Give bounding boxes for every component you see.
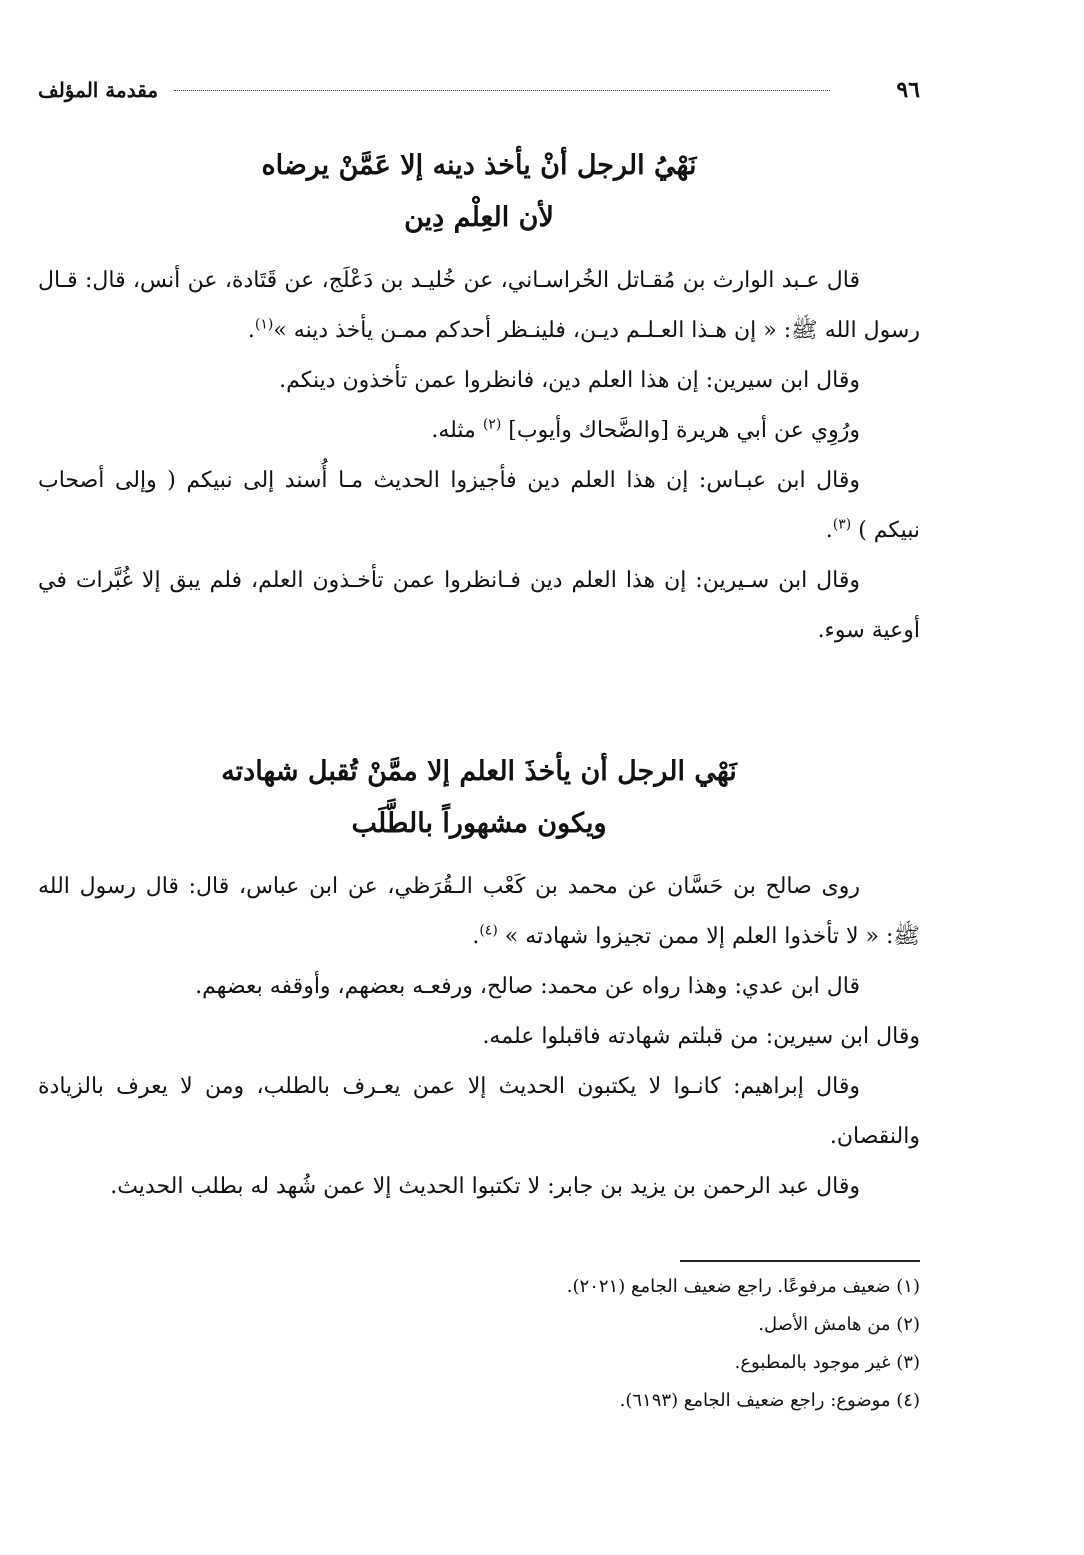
section1-paragraph-1-end: . <box>247 318 255 343</box>
footnote-ref-3[interactable]: (٣) <box>832 516 852 533</box>
footnotes-list <box>38 1268 920 1420</box>
footnote-item: (٤) موضوع: راجع ضعيف الجامع (٦١٩٣). <box>619 1390 920 1411</box>
footnote-item: (٣) غير موجود بالمطبوع. <box>734 1352 920 1373</box>
section1-paragraph-1 <box>38 256 920 356</box>
section2-heading-line2: ويكون مشهوراً بالطَّلَب <box>351 808 607 839</box>
section-title: مقدمة المؤلف <box>38 78 159 102</box>
footnote-divider <box>680 1260 920 1262</box>
header-dotted-rule <box>174 90 830 91</box>
section1-paragraph-3-text: ورُوِي عن أبي هريرة [والضَّحاك وأيوب] <box>508 418 860 443</box>
section1-paragraph-2: وقال ابن سيرين: إن هذا العلم دين، فانظروا عمن تأخذون دينكم. <box>279 368 860 393</box>
section1-paragraph-3 <box>38 406 920 456</box>
section2-heading <box>38 746 920 850</box>
section1-heading-line2: لأن العِلْم دِين <box>404 202 554 233</box>
section1-paragraph-4-text: وقال ابن عبـاس: إن هذا العلم دين فأجيزوا الحديث مـا أُسند إلى نبيكم ( وإلى أصحاب نبيكم ) <box>38 468 920 543</box>
section2-heading-line1: نَهْي الرجل أن يأخذَ العلم إلا ممَّنْ تُقبل شهادته <box>221 756 737 787</box>
section1-paragraph-1-text: قال عـبد الوارث بن مُقـاتل الخُراسـاني، عن خُليـد بن دَعْلَج، عن قَتَادة، عن أنس، قال: قـال رسول الله ﷺ: « إن هـذا العـلـم ديـن، فلينـظر أحدكم ممـن يأخذ دينه » <box>38 268 920 343</box>
footnote-ref-1[interactable]: (١) <box>254 316 274 333</box>
section1-paragraph-3-end: مثله. <box>431 418 476 443</box>
running-header <box>38 70 920 110</box>
page-number: ٩٦ <box>896 77 920 103</box>
footnote-ref-4[interactable]: (٤) <box>479 922 498 939</box>
footnote-ref-2[interactable]: (٢) <box>482 416 502 433</box>
section2-paragraph-1-end: . <box>472 924 480 949</box>
section2-paragraph-1 <box>38 862 920 962</box>
footnote-item: (٢) من هامش الأصل. <box>758 1314 920 1335</box>
section1-paragraph-5: وقال ابن سـيرين: إن هذا العلم دين فـانظروا عمن تأخـذون العلم، فلم يبق إلا غُبَّرات في أوعية سوء. <box>38 568 920 643</box>
section2-paragraph-1-text: روى صالح بن حَسَّان عن محمد بن كَعْب الـقُرَظي، عن ابن عباس، قال: قال رسول الله ﷺ: « لا تأخذوا العلم إلا ممن تجيزوا شهادته » <box>38 874 920 949</box>
section2-paragraph-2: قال ابن عدي: وهذا رواه عن محمد: صالح، ورفعـه بعضهم، وأوقفه بعضهم. <box>195 974 860 999</box>
book-page <box>38 70 920 1420</box>
section2-paragraph-3: وقال ابن سيرين: من قبلتم شهادته فاقبلوا علمه. <box>482 1024 920 1049</box>
section2-paragraph-5: وقال عبد الرحمن بن يزيد بن جابر: لا تكتبوا الحديث إلا عمن شُهد له بطلب الحديث. <box>110 1174 860 1199</box>
footnote-item: (١) ضعيف مرفوعًا. راجع ضعيف الجامع (٢٠٢١). <box>566 1276 920 1297</box>
section2-paragraph-4: وقال إبراهيم: كانـوا لا يكتبون الحديث إلا عمن يعـرف بالطلب، ومن لا يعرف بالزيادة والنقصان. <box>38 1074 920 1149</box>
section1-paragraph-4-end: . <box>825 518 833 543</box>
section1-heading-line1: نَهْيُ الرجل أنْ يأخذ دينه إلا عَمَّنْ يرضاه <box>261 150 697 181</box>
section1-paragraph-4 <box>38 456 920 556</box>
section1-heading <box>38 140 920 244</box>
